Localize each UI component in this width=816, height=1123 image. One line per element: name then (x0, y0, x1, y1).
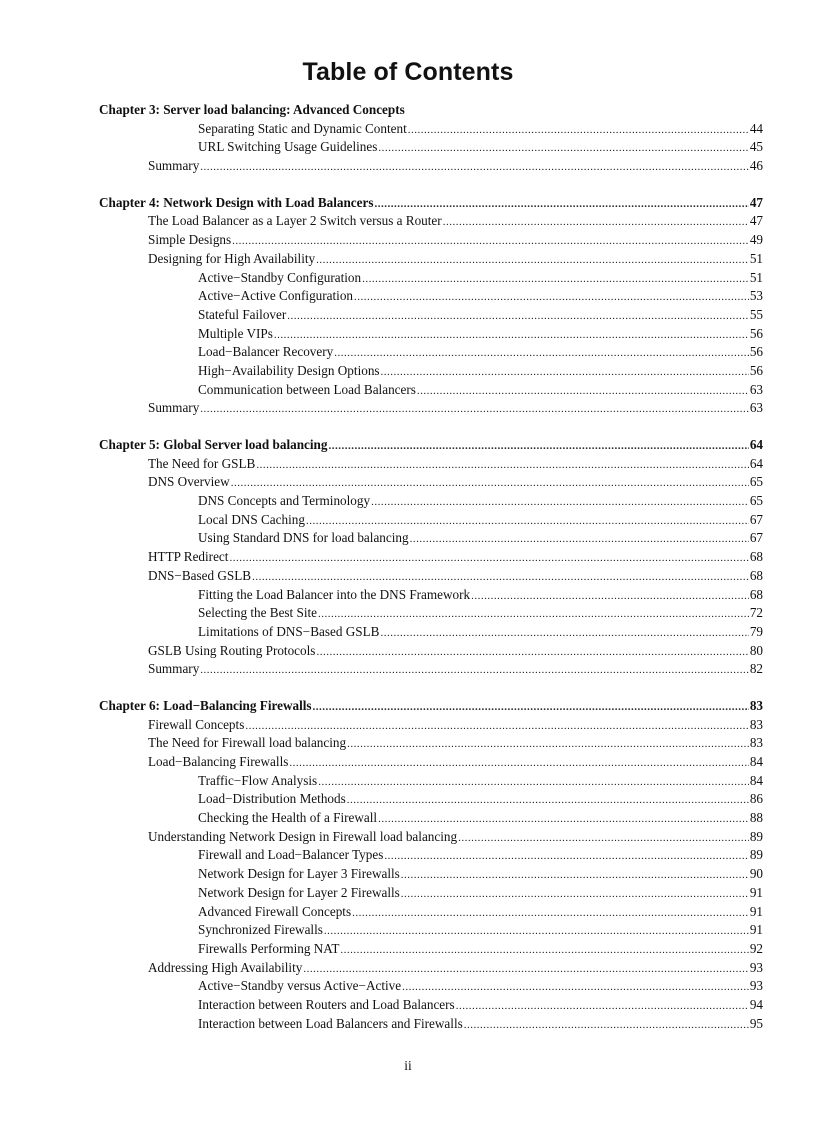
toc-chapter-heading[interactable] (0, 194, 816, 213)
toc-entry-label: DNS Overview (148, 474, 230, 490)
toc-dot-leader (318, 605, 749, 624)
toc-page-number: 44 (749, 120, 763, 136)
toc-page-number: 91 (749, 922, 763, 938)
toc-dot-leader (464, 1016, 749, 1035)
toc-page-number: 92 (749, 940, 763, 956)
toc-chapter-block (0, 436, 816, 679)
toc-entry-label: Checking the Health of a Firewall (198, 810, 378, 826)
toc-subsection-entry[interactable] (0, 362, 816, 381)
toc-page-number: 72 (749, 605, 763, 621)
toc-entry-label: Multiple VIPs (198, 325, 273, 341)
toc-chapter-block (0, 101, 816, 176)
toc-dot-leader (245, 717, 748, 736)
toc-entry-label: Load−Balancing Firewalls (148, 754, 289, 769)
toc-subsection-entry[interactable] (0, 903, 816, 922)
toc-dot-leader (347, 791, 749, 810)
toc-entry-label: The Load Balancer as a Layer 2 Switch versus a Router (148, 213, 442, 229)
toc-entry-label: Interaction between Routers and Load Balancers (198, 996, 455, 1012)
toc-subsection-entry[interactable] (0, 977, 816, 996)
toc-page-number: 82 (749, 661, 763, 677)
toc-dot-leader (471, 587, 749, 606)
toc-page-number: 67 (749, 511, 763, 527)
toc-entry-label: Chapter 5: Global Server load balancing (99, 437, 328, 452)
toc-entry-label: Communication between Load Balancers (198, 381, 416, 397)
toc-page-number: 67 (749, 530, 763, 546)
toc-page-number: 84 (749, 754, 763, 769)
toc-entry-label: Network Design for Layer 2 Firewalls (198, 884, 400, 900)
toc-entry-label: Chapter 3: Server load balancing: Advanced Concepts (99, 102, 405, 117)
toc-page-number: 55 (749, 306, 763, 322)
toc-dot-leader (354, 288, 749, 307)
toc-dot-leader (306, 512, 749, 531)
toc-page-number: 91 (749, 903, 763, 919)
toc-page-number: 47 (749, 194, 763, 210)
toc-dot-leader (229, 549, 748, 568)
toc-chapter-heading[interactable] (0, 697, 816, 716)
toc-section-entry[interactable] (0, 399, 816, 418)
toc-subsection-entry[interactable] (0, 846, 816, 865)
toc-page-number: 68 (749, 549, 763, 565)
toc-dot-leader (287, 307, 749, 326)
toc-dot-leader (316, 643, 748, 662)
toc-entry-label: DNS−Based GSLB (148, 567, 252, 583)
toc-subsection-entry[interactable] (0, 269, 816, 288)
toc-page-number: 46 (749, 158, 763, 174)
toc-page-number: 56 (749, 362, 763, 378)
toc-dot-leader (232, 232, 749, 251)
toc-subsection-entry[interactable] (0, 865, 816, 884)
toc-dot-leader (402, 978, 749, 997)
toc-section-entry[interactable] (0, 753, 816, 772)
toc-entry-label: Firewall Concepts (148, 716, 245, 732)
toc-section-entry[interactable] (0, 473, 816, 492)
toc-dot-leader (347, 735, 749, 754)
toc-entry-label: Network Design for Layer 3 Firewalls (198, 866, 400, 882)
toc-page-number: 91 (749, 884, 763, 900)
toc-entry-label: Simple Designs (148, 232, 232, 248)
toc-dot-leader (318, 773, 749, 792)
toc-entry-label: Firewall and Load−Balancer Types (198, 847, 384, 863)
toc-chapter-block (0, 194, 816, 418)
toc-page-number: 64 (749, 437, 763, 452)
toc-entry-label: Stateful Failover (198, 306, 287, 322)
toc-section-entry[interactable] (0, 548, 816, 567)
toc-subsection-entry[interactable] (0, 120, 816, 139)
toc-section-entry[interactable] (0, 250, 816, 269)
toc-page-number: 68 (749, 586, 763, 602)
toc-dot-leader (375, 195, 749, 214)
toc-page-number: 84 (749, 772, 763, 788)
toc-dot-leader (456, 997, 749, 1016)
toc-entry-label: Interaction between Load Balancers and Firewalls (198, 1015, 463, 1031)
toc-dot-leader (371, 493, 749, 512)
toc-subsection-entry[interactable] (0, 381, 816, 400)
toc-entry-label: Active−Active Configuration (198, 288, 354, 304)
toc-dot-leader (381, 363, 749, 382)
toc-page-number: 88 (749, 810, 763, 826)
toc-entry-label: Local DNS Caching (198, 511, 305, 527)
toc-page-number: 89 (749, 828, 763, 844)
toc-page-number: 90 (749, 866, 763, 882)
toc-page-number: 65 (749, 493, 763, 509)
toc-entry-label: Active−Standby versus Active−Active (198, 978, 402, 994)
toc-dot-leader (340, 941, 748, 960)
toc-dot-leader (303, 960, 748, 979)
toc-page-number: 51 (749, 269, 763, 285)
toc-page-number: 94 (749, 996, 763, 1012)
toc-dot-leader (401, 885, 749, 904)
toc-entry-label: Summary (148, 158, 200, 174)
toc-section-entry[interactable] (0, 231, 816, 250)
toc-subsection-entry[interactable] (0, 884, 816, 903)
toc-dot-leader (274, 326, 749, 345)
toc-dot-leader (328, 437, 748, 456)
toc-dot-leader (408, 121, 749, 140)
toc-entry-label: Selecting the Best Site (198, 605, 318, 621)
toc-subsection-entry[interactable] (0, 772, 816, 791)
toc-section-entry[interactable] (0, 959, 816, 978)
toc-entry-label: Traffic−Flow Analysis (198, 772, 318, 788)
toc-dot-leader (352, 904, 749, 923)
table-of-contents (0, 101, 816, 1033)
toc-dot-leader (458, 829, 749, 848)
toc-entry-label: Advanced Firewall Concepts (198, 903, 352, 919)
toc-entry-label: The Need for GSLB (148, 455, 256, 471)
toc-page-number: 63 (749, 381, 763, 397)
toc-entry-label: Summary (148, 400, 200, 416)
toc-entry-label: GSLB Using Routing Protocols (148, 642, 316, 658)
toc-dot-leader (313, 698, 749, 717)
toc-dot-leader (316, 251, 749, 270)
toc-page-number: 51 (749, 250, 763, 266)
toc-page-number: 83 (749, 697, 763, 713)
toc-entry-label: Load−Balancer Recovery (198, 344, 334, 360)
toc-dot-leader (200, 400, 749, 419)
toc-dot-leader (380, 624, 748, 643)
toc-chapter-heading[interactable] (0, 101, 816, 120)
toc-section-entry[interactable] (0, 828, 816, 847)
toc-subsection-entry[interactable] (0, 287, 816, 306)
toc-page-number: 63 (749, 400, 763, 416)
toc-subsection-entry[interactable] (0, 529, 816, 548)
toc-section-entry[interactable] (0, 212, 816, 231)
toc-entry-label: The Need for Firewall load balancing (148, 735, 347, 751)
toc-subsection-entry[interactable] (0, 623, 816, 642)
toc-entry-label: HTTP Redirect (148, 549, 229, 565)
page-number-footer: ii (404, 1058, 412, 1073)
toc-entry-label: Using Standard DNS for load balancing (198, 530, 409, 546)
toc-page-number: 95 (749, 1015, 763, 1031)
toc-page-number: 64 (749, 455, 763, 471)
toc-page-number: 83 (749, 735, 763, 751)
toc-subsection-entry[interactable] (0, 306, 816, 325)
toc-section-entry[interactable] (0, 455, 816, 474)
toc-subsection-entry[interactable] (0, 586, 816, 605)
toc-dot-leader (334, 344, 749, 363)
toc-subsection-entry[interactable] (0, 325, 816, 344)
toc-page-number: 47 (749, 213, 763, 229)
toc-subsection-entry[interactable] (0, 790, 816, 809)
toc-subsection-entry[interactable] (0, 343, 816, 362)
toc-page-number: 93 (749, 978, 763, 994)
page-title: Table of Contents (302, 58, 514, 86)
toc-subsection-entry[interactable] (0, 809, 816, 828)
toc-entry-label: DNS Concepts and Terminology (198, 493, 371, 509)
toc-section-entry[interactable] (0, 716, 816, 735)
toc-entry-label: Firewalls Performing NAT (198, 940, 340, 956)
toc-entry-label: Chapter 6: Load−Balancing Firewalls (99, 697, 312, 713)
toc-entry-label: URL Switching Usage Guidelines (198, 139, 378, 155)
toc-entry-label: Fitting the Load Balancer into the DNS Framework (198, 586, 471, 602)
toc-dot-leader (324, 922, 749, 941)
toc-subsection-entry[interactable] (0, 604, 816, 623)
toc-subsection-entry[interactable] (0, 940, 816, 959)
toc-page-number: 56 (749, 344, 763, 360)
toc-page-number: 83 (749, 716, 763, 732)
toc-entry-label: Summary (148, 661, 200, 677)
toc-entry-label: Separating Static and Dynamic Content (198, 120, 407, 136)
toc-page-number: 49 (749, 232, 763, 248)
toc-entry-label: Synchronized Firewalls (198, 922, 323, 938)
toc-page-number: 68 (749, 567, 763, 583)
toc-entry-label: Limitations of DNS−Based GSLB (198, 623, 380, 639)
toc-page-number: 86 (749, 791, 763, 807)
toc-entry-label: Understanding Network Design in Firewall load balancing (148, 828, 458, 844)
toc-page-number: 45 (749, 139, 763, 155)
toc-page-number: 80 (749, 642, 763, 658)
toc-subsection-entry[interactable] (0, 511, 816, 530)
toc-page-number: 79 (749, 623, 763, 639)
toc-page-number: 93 (749, 959, 763, 975)
toc-entry-label: High−Availability Design Options (198, 362, 380, 378)
toc-section-entry[interactable] (0, 642, 816, 661)
toc-section-entry[interactable] (0, 567, 816, 586)
toc-dot-leader (378, 810, 749, 829)
toc-dot-leader (256, 456, 749, 475)
toc-dot-leader (401, 866, 749, 885)
toc-entry-label: Active−Standby Configuration (198, 269, 362, 285)
toc-page-number: 65 (749, 474, 763, 490)
toc-dot-leader (443, 213, 749, 232)
toc-dot-leader (410, 530, 749, 549)
toc-page-number: 53 (749, 288, 763, 304)
toc-subsection-entry[interactable] (0, 921, 816, 940)
toc-chapter-block (0, 697, 816, 1033)
toc-section-entry[interactable] (0, 660, 816, 679)
toc-dot-leader (289, 754, 748, 773)
toc-dot-leader (200, 158, 749, 177)
toc-dot-leader (252, 568, 749, 587)
toc-dot-leader (200, 661, 749, 680)
toc-section-entry[interactable] (0, 157, 816, 176)
toc-dot-leader (231, 474, 749, 493)
toc-entry-label: Load−Distribution Methods (198, 791, 346, 807)
toc-section-entry[interactable] (0, 734, 816, 753)
toc-page-number: 89 (749, 847, 763, 863)
toc-dot-leader (417, 382, 749, 401)
toc-subsection-entry[interactable] (0, 1015, 816, 1034)
toc-dot-leader (362, 270, 749, 289)
toc-entry-label: Designing for High Availability (148, 250, 316, 266)
toc-chapter-heading[interactable] (0, 436, 816, 455)
toc-subsection-entry[interactable] (0, 492, 816, 511)
toc-dot-leader (378, 139, 748, 158)
toc-dot-leader (384, 847, 748, 866)
toc-page-number: 56 (749, 325, 763, 341)
toc-entry-label: Chapter 4: Network Design with Load Balancers (99, 194, 374, 210)
toc-entry-label: Addressing High Availability (148, 959, 303, 975)
toc-subsection-entry[interactable] (0, 138, 816, 157)
toc-subsection-entry[interactable] (0, 996, 816, 1015)
